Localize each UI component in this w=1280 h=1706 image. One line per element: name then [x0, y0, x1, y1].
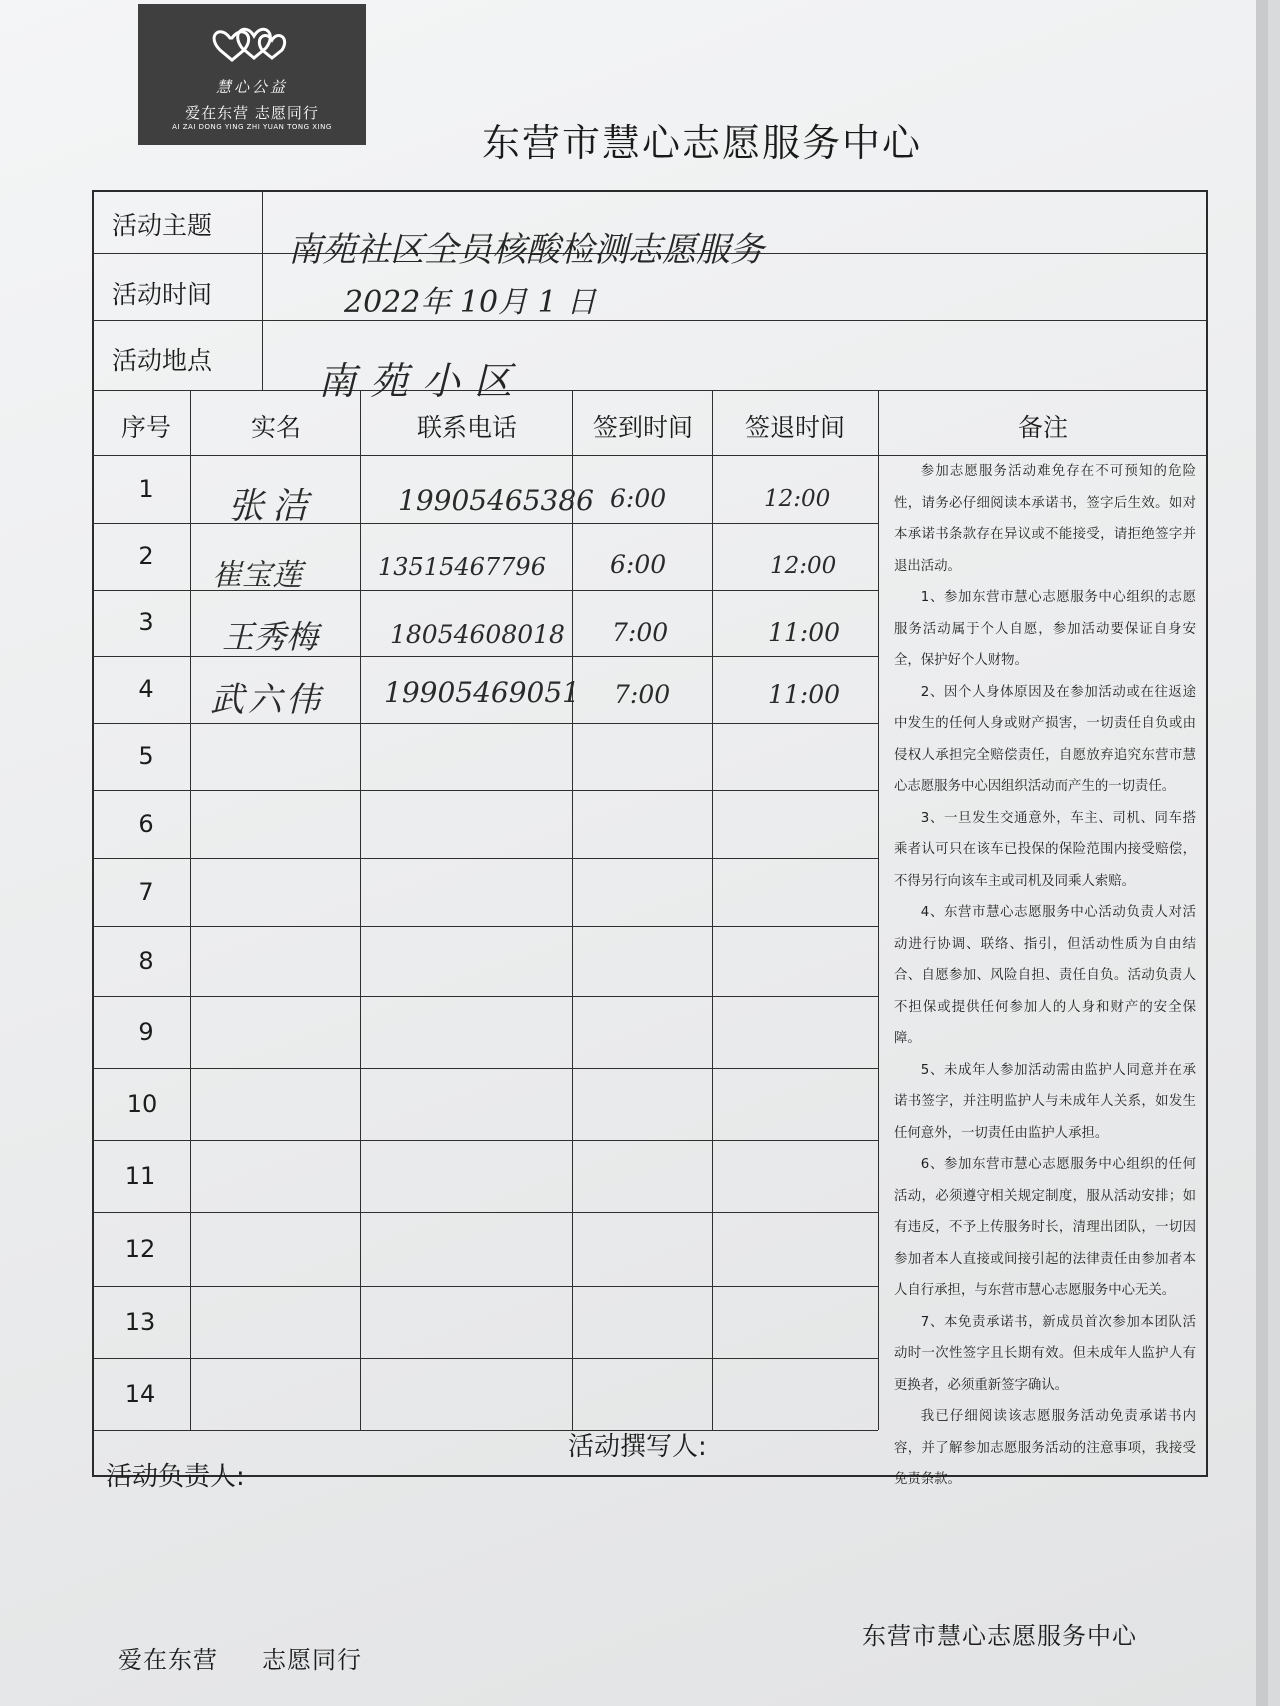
- divider: [92, 390, 1208, 391]
- divider: [92, 656, 878, 657]
- divider: [92, 1286, 878, 1287]
- writer-label: 活动撰写人:: [568, 1432, 707, 1462]
- time-label: 活动时间: [112, 280, 213, 309]
- sign-in-cell: 7:00: [614, 680, 671, 709]
- notes-paragraph: 1、参加东营市慧心志愿服务中心组织的志愿服务活动属于个人自愿，参加活动要保证自身安全，保护好个人财物。: [894, 590, 1196, 668]
- name-cell: 崔宝莲: [212, 558, 302, 593]
- name-cell: 王秀梅: [222, 618, 319, 656]
- place-value: 南苑小区: [318, 359, 527, 403]
- notes-paragraph: 3、一旦发生交通意外，车主、司机、同车搭乘者认可只在该车已投保的保险范围内接受赔偿，不得另行向该车主或司机及同乘人索赔。: [894, 810, 1196, 889]
- logo-name: 慧心公益: [215, 78, 288, 96]
- notes-paragraph: 7、本免责承诺书，新成员首次参加本团队活动时一次性签字且长期有效。但未成年人监护人有更换者，必须重新签字确认。: [894, 1314, 1196, 1393]
- sign-out-cell: 11:00: [768, 680, 841, 709]
- sign-out-cell: 12:00: [764, 486, 831, 512]
- notes-paragraph: 我已仔细阅读该志愿服务活动免责承诺书内容，并了解参加志愿服务活动的注意事项，我接受免责条款。: [894, 1409, 1196, 1487]
- footer-organization: 东营市慧心志愿服务中心: [862, 1622, 1137, 1650]
- row-number: 10: [126, 1090, 158, 1118]
- row-number: 3: [138, 608, 154, 636]
- place-label: 活动地点: [112, 346, 213, 375]
- footer-slogan: [118, 1640, 406, 1675]
- phone-cell: 13515467796: [378, 553, 546, 581]
- organization-logo: [138, 4, 366, 145]
- notes-paragraph: 4、东营市慧心志愿服务中心活动负责人对活动进行协调、联络、指引，但活动性质为自由结合、自愿参加、风险自担、责任自负。活动负责人不担保或提供任何参加人的人身和财产的安全保障。: [894, 905, 1196, 1046]
- row-number: 2: [138, 542, 154, 570]
- slogan-part: 爱在东营: [118, 1646, 218, 1674]
- row-number: 9: [138, 1018, 154, 1046]
- row-number: 4: [138, 675, 154, 703]
- header-notes: 备注: [1017, 413, 1068, 442]
- divider: [92, 926, 878, 927]
- divider: [262, 190, 263, 390]
- divider: [878, 390, 879, 1430]
- divider: [92, 790, 878, 791]
- time-value: 2022年 10月 1 日: [344, 285, 597, 320]
- name-cell: 武六伟: [210, 680, 324, 720]
- divider: [572, 390, 573, 1430]
- divider: [92, 1212, 878, 1213]
- theme-label: 活动主题: [112, 211, 213, 240]
- phone-cell: 19905469051: [384, 676, 580, 709]
- divider: [92, 590, 878, 591]
- logo-pinyin: AI ZAI DONG YING ZHI YUAN TONG XING: [172, 123, 332, 131]
- logo-slogan: 爱在东营 志愿同行: [185, 104, 319, 122]
- hearts-icon: [210, 16, 294, 72]
- sign-in-cell: 6:00: [610, 550, 667, 579]
- slogan-part: 志愿同行: [262, 1646, 362, 1674]
- divider: [92, 320, 1208, 321]
- sign-out-cell: 12:00: [770, 553, 837, 579]
- sign-in-cell: 7:00: [612, 618, 669, 647]
- theme-value: 南苑社区全员核酸检测志愿服务: [288, 230, 764, 270]
- divider: [92, 1140, 878, 1141]
- divider: [92, 996, 878, 997]
- sign-out-cell: 11:00: [768, 618, 841, 647]
- row-number: 7: [138, 878, 154, 906]
- phone-cell: 19905465386: [398, 484, 594, 517]
- header-phone: 联系电话: [416, 413, 517, 442]
- notes-paragraph: 2、因个人身体原因及在参加活动或在往返途中发生的任何人身或财产损害，一切责任自负或由侵权人承担完全赔偿责任，自愿放弃追究东营市慧心志愿服务中心因组织活动而产生的一切责任。: [894, 684, 1196, 794]
- notes-paragraph: 5、未成年人参加活动需由监护人同意并在承诺书签字，并注明监护人与未成年人关系，如发生任何意外，一切责任由监护人承担。: [894, 1062, 1196, 1141]
- header-name: 实名: [250, 413, 301, 442]
- divider: [92, 523, 878, 524]
- divider: [190, 390, 191, 1430]
- page-title: 东营市慧心志愿服务中心: [482, 121, 923, 165]
- row-number: 1: [138, 475, 154, 503]
- sign-in-cell: 6:00: [610, 484, 667, 513]
- row-number: 8: [138, 947, 154, 975]
- divider: [712, 390, 713, 1430]
- phone-cell: 18054608018: [390, 620, 565, 649]
- row-number: 6: [138, 810, 154, 838]
- page-edge: [1256, 0, 1268, 1706]
- row-number: 11: [124, 1162, 156, 1190]
- divider: [92, 1358, 878, 1359]
- row-number: 12: [124, 1235, 156, 1263]
- disclaimer-notes: [894, 456, 1196, 1496]
- header-sign-out: 签退时间: [744, 413, 845, 442]
- leader-label: 活动负责人:: [106, 1462, 245, 1492]
- row-number: 5: [138, 742, 154, 770]
- name-cell: 张洁: [228, 486, 317, 527]
- row-number: 13: [124, 1308, 156, 1336]
- divider: [92, 858, 878, 859]
- divider: [92, 723, 878, 724]
- notes-paragraph: 6、参加东营市慧心志愿服务中心组织的任何活动，必须遵守相关规定制度，服从活动安排；如有违反，不予上传服务时长，清理出团队，一切因参加者本人直接或间接引起的法律责任由参加者本人自行承担，与东营市慧心志愿服务中心无关。: [894, 1157, 1196, 1298]
- notes-paragraph: 参加志愿服务活动难免存在不可预知的危险性，请务必仔细阅读本承诺书，签字后生效。如对本承诺书条款存在异议或不能接受，请拒绝签字并退出活动。: [894, 464, 1196, 574]
- header-sign-in: 签到时间: [592, 413, 693, 442]
- divider: [92, 1068, 878, 1069]
- row-number: 14: [124, 1380, 156, 1408]
- divider: [360, 390, 361, 1430]
- header-no: 序号: [120, 413, 171, 442]
- divider: [92, 1430, 878, 1431]
